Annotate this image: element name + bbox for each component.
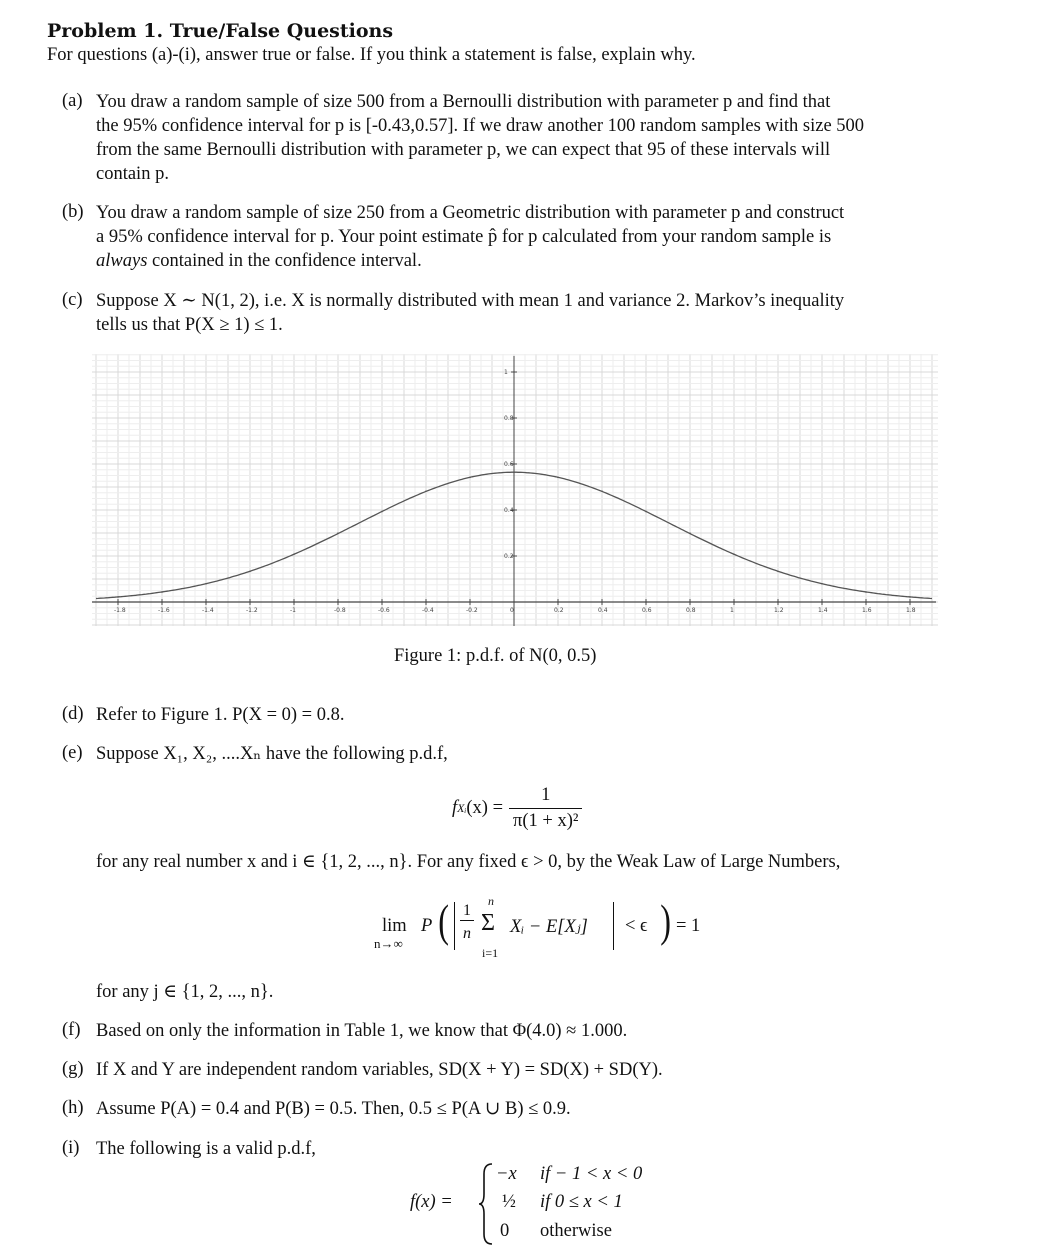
eq-sum-bottom: i=1 [482, 946, 499, 960]
item-a-line4: contain p. [96, 164, 169, 184]
x-tick-label: -0.2 [466, 607, 478, 614]
item-a-line3: from the same Bernoulli distribution with parameter p, we can expect that 95 of these intervals will [96, 140, 831, 160]
item-d-label: (d) [62, 704, 84, 724]
pdf-point [557, 477, 559, 479]
item-b-label: (b) [62, 202, 84, 222]
pdf-point [821, 583, 823, 585]
x-tick-label: 0.8 [686, 607, 696, 614]
item-b-emphasis: always [96, 251, 148, 271]
pdf-point [161, 591, 163, 593]
item-b-line3 [96, 249, 422, 273]
pdf-point [469, 477, 471, 479]
pdf-point [777, 571, 779, 573]
eq-abs-right [613, 902, 614, 950]
eq-lt-eps: < ϵ [625, 916, 648, 936]
eq-sum-symbol: Σ [481, 910, 495, 936]
x-tick-label: 1.4 [818, 607, 828, 614]
item-e-tail: for any j ∈ {1, 2, ..., n}. [96, 982, 274, 1002]
x-tick-label: 1.8 [906, 607, 916, 614]
y-tick-label: 0.6 [504, 461, 514, 468]
x-tick-label: -1.6 [158, 607, 170, 614]
y-tick-label: 0.4 [504, 507, 514, 514]
x-tick-label: 1 [730, 607, 734, 614]
eq-f-sub: Xᵢ [457, 800, 467, 815]
y-tick-label: 0.8 [504, 415, 514, 422]
eq-lim-sub: n→∞ [374, 936, 403, 951]
x-tick-label: 0.2 [554, 607, 564, 614]
item-c-line2: tells us that P(X ≥ 1) ≤ 1. [96, 315, 283, 335]
eq-P: P [421, 916, 433, 936]
case-1-condition: if − 1 < x < 0 [540, 1164, 643, 1184]
item-e-after: for any real number x and i ∈ {1, 2, ..., n}. For any fixed ϵ > 0, by the Weak Law of Large Numbers, [96, 852, 841, 872]
eq-lparen: ( [438, 895, 450, 946]
piecewise-lhs: f(x) = [410, 1192, 453, 1212]
pdf-point [381, 511, 383, 513]
x-tick-label: 1.6 [862, 607, 872, 614]
item-c-line1: Suppose X ∼ N(1, 2), i.e. X is normally distributed with mean 1 and variance 2. Markov’s inequality [96, 291, 845, 311]
item-i-text: The following is a valid p.d.f, [96, 1139, 316, 1159]
y-tick-label: 0.2 [504, 553, 514, 560]
item-d-text: Refer to Figure 1. P(X = 0) = 0.8. [96, 705, 345, 725]
x-tick-label: -1.2 [246, 607, 258, 614]
figure-1-chart [92, 354, 938, 626]
pdf-point [205, 583, 207, 585]
item-g-label: (g) [62, 1059, 84, 1079]
item-b-line2: a 95% confidence interval for p. Your point estimate p̂ for p calculated from your random sample is [96, 227, 832, 247]
x-tick-label: -1.8 [114, 607, 126, 614]
pdf-point [601, 490, 603, 492]
eq-numerator: 1 [509, 785, 582, 809]
item-b-line3-rest: contained in the confidence interval. [152, 251, 422, 271]
x-tick-label: 0 [510, 607, 514, 614]
problem-title: Problem 1. True/False Questions [47, 20, 394, 42]
pdf-point [513, 471, 515, 473]
eq-f: f [452, 797, 458, 818]
pdf-point [425, 490, 427, 492]
y-tick-label: 1 [504, 369, 508, 376]
item-h-text: Assume P(A) = 0.4 and P(B) = 0.5. Then, 0.5 ≤ P(A ∪ B) ≤ 0.9. [96, 1099, 571, 1119]
eq-sum-top: n [488, 894, 494, 908]
case-3-value: 0 [500, 1221, 510, 1241]
item-e-text: Suppose X₁, X₂, ....Xₙ have the following p.d.f, [96, 744, 448, 764]
x-tick-label: 0.6 [642, 607, 652, 614]
pdf-point [645, 511, 647, 513]
item-i-label: (i) [62, 1138, 80, 1158]
case-3-condition: otherwise [540, 1221, 612, 1241]
pdf-point [689, 532, 691, 534]
pdf-point [733, 553, 735, 555]
eq-frac-den: n [463, 925, 471, 942]
eq-rparen: ) [660, 895, 672, 946]
x-tick-label: -0.6 [378, 607, 390, 614]
x-tick-label: 0.4 [598, 607, 608, 614]
item-a-line1: You draw a random sample of size 500 from a Bernoulli distribution with parameter p and find that [96, 92, 831, 112]
pdf-point [249, 571, 251, 573]
wlln-equation [372, 896, 712, 964]
item-f-text: Based on only the information in Table 1, we know that Φ(4.0) ≈ 1.000. [96, 1021, 628, 1041]
piecewise-pdf [410, 1162, 710, 1252]
eq-rhs: = 1 [676, 916, 701, 936]
x-tick-label: -1.4 [202, 607, 214, 614]
eq-fraction [509, 785, 582, 832]
eq-abs-left [454, 902, 455, 950]
figure-caption: Figure 1: p.d.f. of N(0, 0.5) [394, 646, 597, 666]
item-c-label: (c) [62, 290, 83, 310]
x-tick-label: -1 [290, 607, 296, 614]
x-tick-label: -0.8 [334, 607, 346, 614]
pdf-point [117, 596, 119, 598]
item-f-label: (f) [62, 1020, 81, 1040]
eq-lim: lim [382, 916, 407, 936]
case-2-value: ½ [502, 1192, 516, 1212]
pdf-point [293, 553, 295, 555]
case-1-value: −x [496, 1164, 517, 1184]
problem-intro: For questions (a)-(i), answer true or false. If you think a statement is false, explain why. [47, 45, 696, 65]
pdf-point [865, 591, 867, 593]
eq-denominator: π(1 + x)² [513, 810, 579, 831]
x-tick-label: 1.2 [774, 607, 784, 614]
item-g-text: If X and Y are independent random variables, SD(X + Y) = SD(X) + SD(Y). [96, 1060, 663, 1080]
pdf-point [337, 532, 339, 534]
eq-frac-num: 1 [460, 902, 474, 921]
item-b-line1: You draw a random sample of size 250 from a Geometric distribution with parameter p and construct [96, 203, 845, 223]
item-a-label: (a) [62, 91, 83, 111]
eq-f-arg: (x) = [466, 797, 504, 818]
cauchy-pdf-equation [452, 782, 582, 834]
item-a-line2: the 95% confidence interval for p is [-0.43,0.57]. If we draw another 100 random samples with size 500 [96, 116, 865, 136]
piecewise-brace [478, 1162, 494, 1246]
item-e-label: (e) [62, 743, 83, 763]
x-tick-label: -0.4 [422, 607, 434, 614]
eq-sum-body: Xᵢ − E[Xⱼ] [510, 917, 588, 937]
case-2-condition: if 0 ≤ x < 1 [540, 1192, 623, 1212]
pdf-point [909, 596, 911, 598]
item-h-label: (h) [62, 1098, 84, 1118]
